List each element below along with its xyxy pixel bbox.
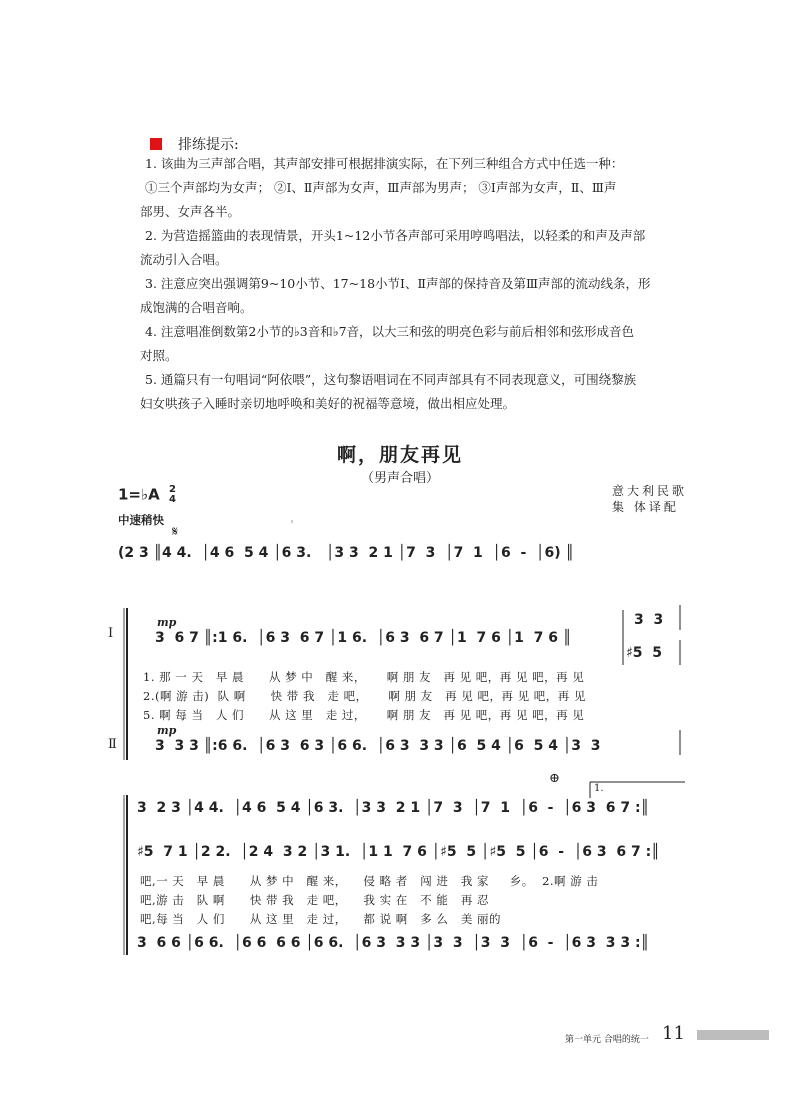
footer-unit: 第一单元 合唱的统一 — [565, 1035, 649, 1045]
song-subtitle: （男声合唱） — [360, 471, 439, 486]
hint-line: 5. 通篇只有一句唱词“阿依喂”，这句黎语唱词在不同声部具有不同表现意义，可围绕黎族 — [145, 372, 637, 387]
hint-line: 对照。 — [140, 348, 178, 363]
volta-label: 1. — [594, 783, 604, 794]
system-1-voice-1: 3 6 7 ║:1 6. │6 3 6 7 │1 6. │6 3 6 7 │1 7 6 │1 7 6 ║ — [155, 630, 572, 646]
hint-line: 1. 该曲为三声部合唱，其声部安排可根据排演实际，在下列三种组合方式中任选一种： — [145, 156, 624, 171]
system-1-voice-2: 3 3 3 ║:6 6. │6 3 6 3 │6 6. │6 3 3 3 │6 5 4 │6 5 4 │3 3 — [155, 738, 601, 754]
hint-line: 妇女哄孩子入睡时亲切地呼唤和美好的祝福等意境，做出相应处理。 — [140, 396, 516, 411]
hint-line: 成饱满的合唱音响。 — [140, 300, 253, 315]
credit-origin: 意大利民歌 — [612, 484, 688, 498]
system-1-voice-1-upper: 3 3 — [634, 612, 664, 628]
hint-line: 部男、女声各半。 — [140, 204, 241, 219]
hint-heading-text: 排练提示: — [178, 137, 239, 153]
voice-label-2: Ⅱ — [108, 737, 117, 752]
footer-bar — [697, 1030, 769, 1040]
key-text: 1=♭A — [118, 485, 160, 504]
segno-sign: 𝄋 — [172, 524, 179, 540]
dynamic-voice-2: mp — [157, 724, 177, 737]
lyric-verse-1: 1. 那 一 天 早 晨 从 梦 中 醒 来， 啊 朋 友 再 见 吧，再 见 吧，再 见 — [143, 670, 585, 684]
hint-line: 3. 注意应突出强调第9~10小节、17~18小节Ⅰ、Ⅱ声部的保持音及第Ⅲ声部的流动线条，形 — [145, 276, 651, 291]
lyric-verse-5: 5. 啊 每 当 人 们 从 这 里 走 过， 啊 朋 友 再 见 吧，再 见 吧，再 见 — [143, 708, 585, 722]
hint-line: 4. 注意唱准倒数第2小节的♭3音和♭7音，以大三和弦的明亮色彩与前后相邻和弦形成音色 — [145, 324, 635, 339]
dynamic-voice-1: mp — [157, 616, 177, 629]
lyric-2-verse-2: 吧,游 击 队 啊 快 带 我 走 吧， 我 实 在 不 能 再 忍 — [140, 893, 489, 907]
page-number: 11 — [662, 1023, 685, 1044]
song-title: 啊，朋友再见 — [336, 444, 463, 466]
credit-arranger: 集 体译配 — [612, 500, 679, 514]
tempo-marking: 中速稍快 — [118, 513, 164, 527]
voice-label-1: Ⅰ — [108, 626, 114, 641]
lyric-verse-2: 2.(啊 游 击) 队 啊 快 带 我 走 吧， 啊 朋 友 再 见 吧，再 见 吧，再 见 — [143, 689, 586, 703]
system-1-voice-1-lower: ♯5 5 — [626, 645, 663, 661]
system-2-voice-1b: ♯5 7 1 │2 2. │2 4 3 2 │3 1. │1 1 7 6 │♯5 5 │♯5 5 │6 - │6 3 6 7 :║ — [137, 844, 660, 860]
system-2-voice-2: 3 6 6 │6 6. │6 6 6 6 │6 6. │6 3 3 3 │3 3 │3 3 │6 - │6 3 3 3 :║ — [137, 935, 650, 951]
intro-line: (2 3 ║4 4. │4 6 5 4 │6 3. │3 3 2 1 │7 3 │7 1 │6 - │6) ║ — [118, 545, 574, 561]
coda-sign: ⊕ — [549, 771, 560, 786]
lyric-2-verse-5: 吧,每 当 人 们 从 这 里 走 过， 都 说 啊 多 么 美 丽的 — [140, 912, 501, 926]
system-2-voice-1: 3 2 3 │4 4. │4 6 5 4 │6 3. │3 3 2 1 │7 3 │7 1 │6 - │6 3 6 7 :║ — [137, 800, 650, 816]
time-top: 2 — [168, 484, 176, 495]
hint-line: ①三个声部均为女声； ②Ⅰ、Ⅱ声部为女声，Ⅲ声部为男声； ③Ⅰ声部为女声，Ⅱ、Ⅲ声 — [145, 180, 617, 195]
hint-line: 流动引入合唱。 — [140, 252, 228, 267]
lyric-2-verse-1: 吧,一 天 早 晨 从 梦 中 醒 来， 侵 略 者 闯 进 我 家 乡。 2.啊 游 击 — [140, 874, 599, 888]
time-bottom: 4 — [168, 494, 176, 505]
hint-line: 2. 为营造摇篮曲的表现情景，开头1~12小节各声部可采用哼鸣唱法，以轻柔的和声及声部 — [145, 228, 646, 243]
